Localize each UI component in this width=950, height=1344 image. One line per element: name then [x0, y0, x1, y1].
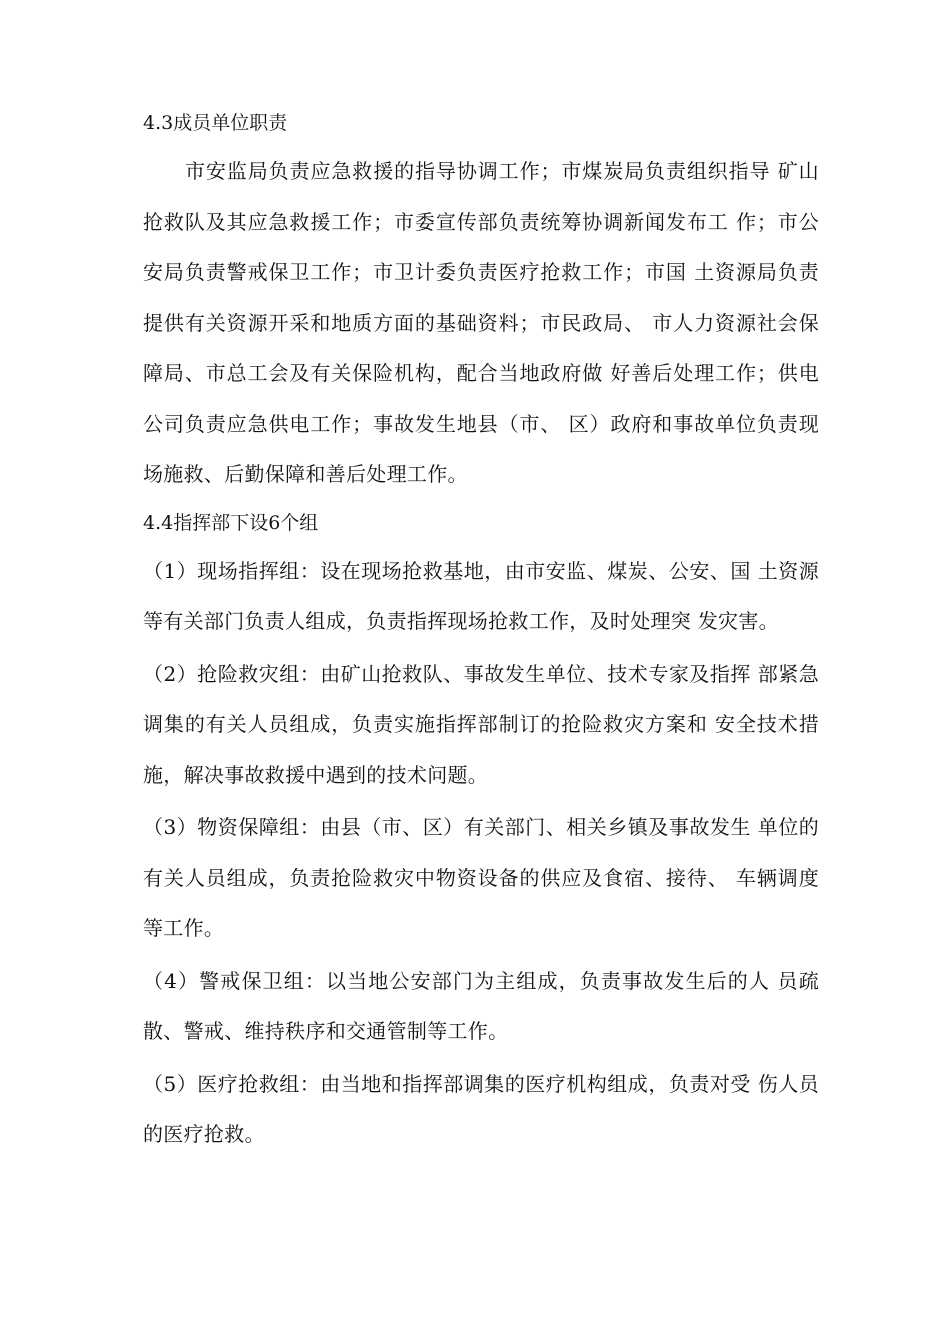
group-item-5: （5）医疗抢救组：由当地和指挥部调集的医疗机构组成，负责对受 伤人员的医疗抢救。: [143, 1071, 819, 1146]
section-4-3-paragraph: 市安监局负责应急救援的指导协调工作；市煤炭局负责组织指导 矿山抢救队及其应急救援工作；市委宣传部负责统筹协调新闻发布工 作；市公安局负责警戒保卫工作；市卫计委负责医疗抢救工作；市国 土资源局负责提供有关资源开采和地质方面的基础资料；市民政局、 市人力资源社会保障局、市总工会及有关保险机构，配合当地政府做 好善后处理工作；供电公司负责应急供电工作；事故发生地县（市、 区）政府和事故单位负责现场施救、后勤保障和善后处理工作。: [143, 159, 819, 486]
section-heading-4-3: 4.3成员单位职责: [143, 112, 288, 134]
group-item-1: （1）现场指挥组：设在现场抢救基地，由市安监、煤炭、公安、国 土资源等有关部门负责人组成，负责指挥现场抢救工作，及时处理突 发灾害。: [143, 558, 819, 633]
group-item-4: （4）警戒保卫组：以当地公安部门为主组成，负责事故发生后的人 员疏散、警戒、维持秩序和交通管制等工作。: [143, 968, 819, 1043]
group-item-2: （2）抢险救灾组：由矿山抢救队、事故发生单位、技术专家及指挥 部紧急调集的有关人员组成，负责实施指挥部制订的抢险救灾方案和 安全技术措施，解决事故救援中遇到的技术问题。: [143, 661, 819, 787]
section-heading-4-4: 4.4指挥部下设6个组: [143, 511, 319, 534]
group-item-3: （3）物资保障组：由县（市、区）有关部门、相关乡镇及事故发生 单位的有关人员组成，负责抢险救灾中物资设备的供应及食宿、接待、 车辆调度等工作。: [143, 815, 819, 940]
document-body: [143, 100, 819, 1162]
